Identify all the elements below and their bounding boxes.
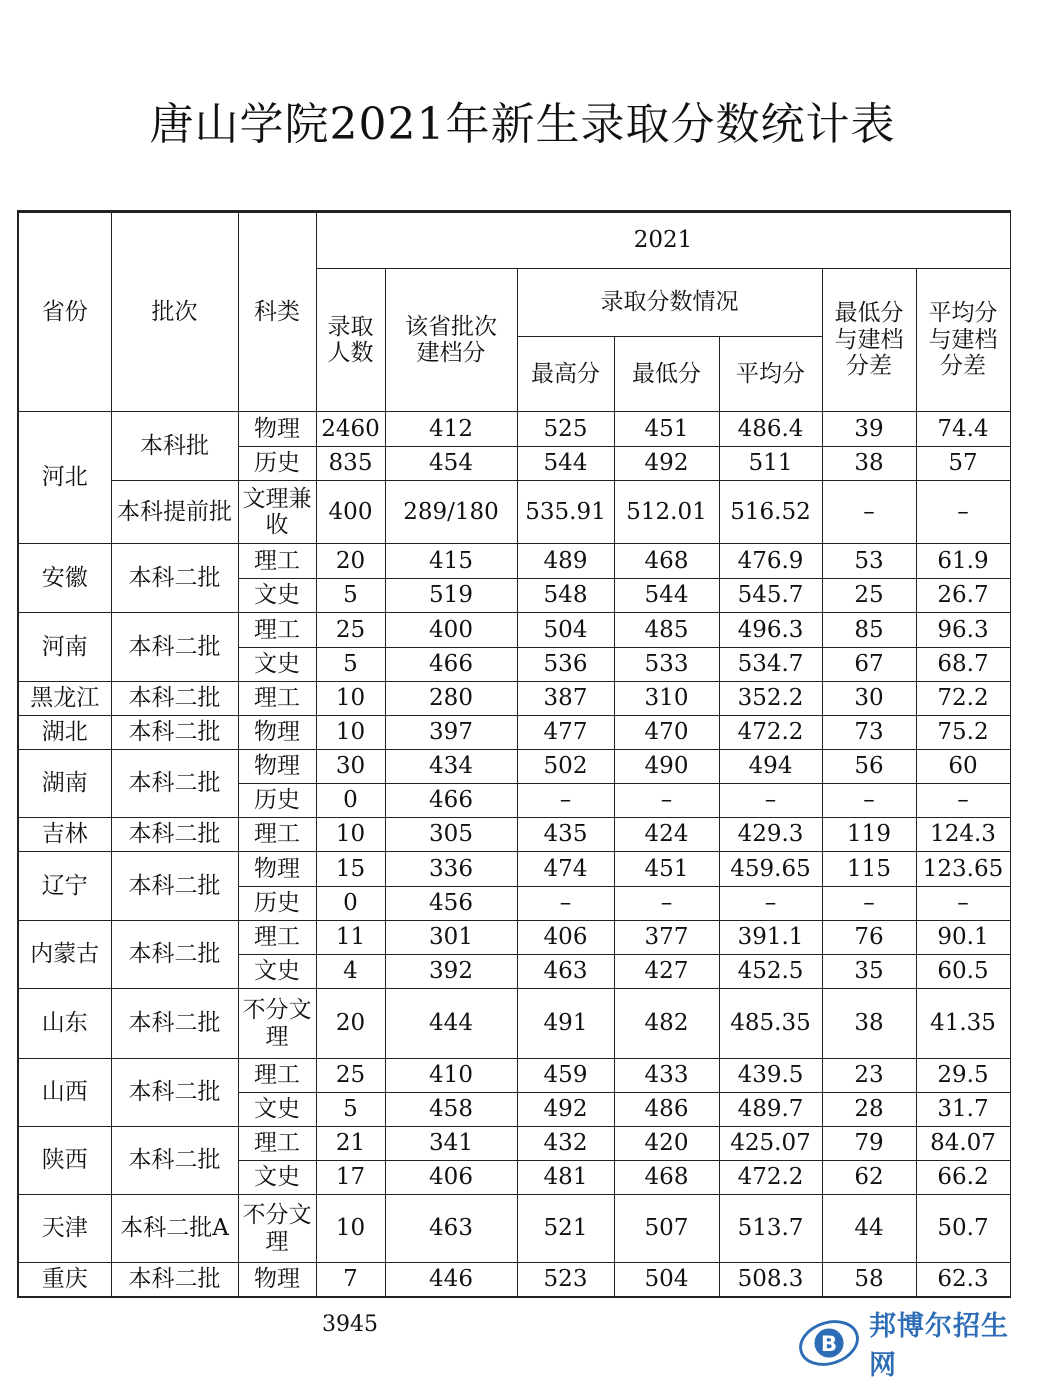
admitted-cell: 25 (316, 1059, 385, 1093)
watermark-letter: B (820, 1331, 838, 1357)
max-score-cell: 406 (517, 921, 614, 955)
category-cell: 物理 (238, 750, 316, 784)
max-score-cell: 504 (517, 613, 614, 648)
province-line-cell: 289/180 (385, 481, 517, 544)
category-cell: 文史 (238, 1093, 316, 1127)
min-score-cell: 490 (614, 750, 719, 784)
province-line-cell: 280 (385, 682, 517, 716)
max-score-cell: 525 (517, 412, 614, 447)
max-score-cell: – (517, 784, 614, 818)
table-row (18, 481, 1010, 544)
batch-cell: 本科二批 (111, 1059, 238, 1127)
admitted-cell: 5 (316, 579, 385, 613)
max-score-cell: 481 (517, 1161, 614, 1195)
batch-cell: 本科二批A (111, 1195, 238, 1263)
min-score-cell: 468 (614, 544, 719, 579)
admitted-cell: 10 (316, 682, 385, 716)
avg-diff-cell: 41.35 (916, 989, 1010, 1059)
min-score-cell: 512.01 (614, 481, 719, 544)
province-line-cell: 446 (385, 1263, 517, 1297)
table-row (18, 750, 1010, 784)
min-diff-cell: 76 (822, 921, 916, 955)
max-score-cell: 474 (517, 852, 614, 887)
min-diff-cell: 28 (822, 1093, 916, 1127)
batch-cell: 本科二批 (111, 852, 238, 921)
avg-score-cell: 516.52 (719, 481, 822, 544)
table-row (18, 1195, 1010, 1263)
admitted-cell: 25 (316, 613, 385, 648)
header-avg-diff: 平均分与建档分差 (916, 269, 1010, 412)
avg-diff-cell: 123.65 (916, 852, 1010, 887)
min-diff-cell: 119 (822, 818, 916, 852)
avg-score-cell: 508.3 (719, 1263, 822, 1297)
category-cell: 理工 (238, 1127, 316, 1161)
min-diff-cell: – (822, 481, 916, 544)
min-score-cell: 377 (614, 921, 719, 955)
avg-score-cell: 489.7 (719, 1093, 822, 1127)
province-line-cell: 415 (385, 544, 517, 579)
province-line-cell: 444 (385, 989, 517, 1059)
category-cell: 文史 (238, 579, 316, 613)
province-cell: 湖北 (18, 716, 111, 750)
avg-score-cell: 472.2 (719, 1161, 822, 1195)
max-score-cell: 435 (517, 818, 614, 852)
max-score-cell: 536 (517, 648, 614, 682)
max-score-cell: 535.91 (517, 481, 614, 544)
batch-cell: 本科二批 (111, 1127, 238, 1195)
province-line-cell: 301 (385, 921, 517, 955)
table-row (18, 1059, 1010, 1093)
avg-diff-cell: 66.2 (916, 1161, 1010, 1195)
admitted-cell: 15 (316, 852, 385, 887)
min-diff-cell: 35 (822, 955, 916, 989)
province-cell: 安徽 (18, 544, 111, 613)
avg-diff-cell: 57 (916, 447, 1010, 481)
max-score-cell: 548 (517, 579, 614, 613)
province-line-cell: 400 (385, 613, 517, 648)
header-province-line: 该省批次建档分 (385, 269, 517, 412)
province-cell: 吉林 (18, 818, 111, 852)
min-diff-cell: 23 (822, 1059, 916, 1093)
min-score-cell: 468 (614, 1161, 719, 1195)
min-diff-cell: 25 (822, 579, 916, 613)
admitted-cell: 0 (316, 887, 385, 921)
admitted-cell: 10 (316, 818, 385, 852)
min-score-cell: 433 (614, 1059, 719, 1093)
max-score-cell: 492 (517, 1093, 614, 1127)
min-score-cell: 533 (614, 648, 719, 682)
avg-score-cell: 494 (719, 750, 822, 784)
avg-score-cell: – (719, 887, 822, 921)
province-line-cell: 341 (385, 1127, 517, 1161)
province-cell: 黑龙江 (18, 682, 111, 716)
category-cell: 不分文理 (238, 989, 316, 1059)
admitted-cell: 7 (316, 1263, 385, 1297)
category-cell: 文理兼收 (238, 481, 316, 544)
province-cell: 内蒙古 (18, 921, 111, 989)
admitted-cell: 0 (316, 784, 385, 818)
category-cell: 物理 (238, 1263, 316, 1297)
avg-diff-cell: 75.2 (916, 716, 1010, 750)
avg-score-cell: 391.1 (719, 921, 822, 955)
table-row (18, 852, 1010, 887)
header-category: 科类 (238, 212, 316, 412)
min-score-cell: – (614, 784, 719, 818)
province-cell: 天津 (18, 1195, 111, 1263)
min-score-cell: 492 (614, 447, 719, 481)
watermark (797, 1311, 1032, 1381)
category-cell: 理工 (238, 1059, 316, 1093)
min-score-cell: 482 (614, 989, 719, 1059)
category-cell: 文史 (238, 648, 316, 682)
header-min-diff: 最低分与建档分差 (822, 269, 916, 412)
batch-cell: 本科二批 (111, 716, 238, 750)
avg-diff-cell: 68.7 (916, 648, 1010, 682)
header-score-group: 录取分数情况 (517, 269, 822, 337)
batch-cell: 本科二批 (111, 818, 238, 852)
admitted-cell: 400 (316, 481, 385, 544)
avg-score-cell: 513.7 (719, 1195, 822, 1263)
province-cell: 重庆 (18, 1263, 111, 1297)
admitted-cell: 4 (316, 955, 385, 989)
avg-diff-cell: 29.5 (916, 1059, 1010, 1093)
province-line-cell: 456 (385, 887, 517, 921)
category-cell: 物理 (238, 716, 316, 750)
admitted-cell: 5 (316, 1093, 385, 1127)
min-diff-cell: – (822, 887, 916, 921)
min-diff-cell: 115 (822, 852, 916, 887)
avg-score-cell: 496.3 (719, 613, 822, 648)
min-diff-cell: 38 (822, 989, 916, 1059)
admitted-cell: 21 (316, 1127, 385, 1161)
avg-score-cell: 486.4 (719, 412, 822, 447)
max-score-cell: 523 (517, 1263, 614, 1297)
min-score-cell: – (614, 887, 719, 921)
avg-diff-cell: 60 (916, 750, 1010, 784)
province-line-cell: 392 (385, 955, 517, 989)
admitted-cell: 30 (316, 750, 385, 784)
avg-diff-cell: 62.3 (916, 1263, 1010, 1297)
avg-diff-cell: 50.7 (916, 1195, 1010, 1263)
min-diff-cell: 58 (822, 1263, 916, 1297)
min-score-cell: 507 (614, 1195, 719, 1263)
min-diff-cell: 39 (822, 412, 916, 447)
table-row (18, 716, 1010, 750)
category-cell: 理工 (238, 921, 316, 955)
province-line-cell: 466 (385, 648, 517, 682)
avg-score-cell: 459.65 (719, 852, 822, 887)
min-score-cell: 486 (614, 1093, 719, 1127)
batch-cell: 本科批 (111, 412, 238, 481)
table-row (18, 1263, 1010, 1297)
batch-cell: 本科二批 (111, 544, 238, 613)
avg-score-cell: 545.7 (719, 579, 822, 613)
admitted-cell: 835 (316, 447, 385, 481)
table-row (18, 682, 1010, 716)
avg-score-cell: 352.2 (719, 682, 822, 716)
table-row (18, 818, 1010, 852)
province-cell: 湖南 (18, 750, 111, 818)
admitted-cell: 20 (316, 989, 385, 1059)
category-cell: 文史 (238, 955, 316, 989)
table-row (18, 544, 1010, 579)
avg-diff-cell: – (916, 481, 1010, 544)
admitted-cell: 5 (316, 648, 385, 682)
avg-diff-cell: 96.3 (916, 613, 1010, 648)
avg-score-cell: 485.35 (719, 989, 822, 1059)
header-admitted: 录取人数 (316, 269, 385, 412)
min-diff-cell: 53 (822, 544, 916, 579)
batch-cell: 本科二批 (111, 989, 238, 1059)
category-cell: 不分文理 (238, 1195, 316, 1263)
max-score-cell: 432 (517, 1127, 614, 1161)
province-line-cell: 336 (385, 852, 517, 887)
category-cell: 物理 (238, 412, 316, 447)
header-year: 2021 (316, 212, 1010, 269)
table-body (18, 412, 1010, 1297)
table-row (18, 1127, 1010, 1161)
min-score-cell: 544 (614, 579, 719, 613)
province-line-cell: 305 (385, 818, 517, 852)
avg-diff-cell: 74.4 (916, 412, 1010, 447)
batch-cell: 本科二批 (111, 1263, 238, 1297)
province-line-cell: 434 (385, 750, 517, 784)
admitted-cell: 17 (316, 1161, 385, 1195)
province-cell: 河南 (18, 613, 111, 682)
total-admitted: 3945 (322, 1312, 378, 1337)
admitted-cell: 11 (316, 921, 385, 955)
province-cell: 山西 (18, 1059, 111, 1127)
min-diff-cell: 56 (822, 750, 916, 784)
min-score-cell: 451 (614, 852, 719, 887)
header-avg: 平均分 (719, 337, 822, 412)
header-batch: 批次 (111, 212, 238, 412)
batch-cell: 本科二批 (111, 613, 238, 682)
province-line-cell: 397 (385, 716, 517, 750)
province-line-cell: 458 (385, 1093, 517, 1127)
province-line-cell: 466 (385, 784, 517, 818)
min-diff-cell: 38 (822, 447, 916, 481)
max-score-cell: 521 (517, 1195, 614, 1263)
admitted-cell: 10 (316, 716, 385, 750)
avg-score-cell: 476.9 (719, 544, 822, 579)
category-cell: 理工 (238, 613, 316, 648)
batch-cell: 本科提前批 (111, 481, 238, 544)
table-row (18, 412, 1010, 447)
avg-diff-cell: 61.9 (916, 544, 1010, 579)
header-province: 省份 (18, 212, 111, 412)
table-row (18, 921, 1010, 955)
avg-diff-cell: 72.2 (916, 682, 1010, 716)
avg-diff-cell: 60.5 (916, 955, 1010, 989)
min-score-cell: 310 (614, 682, 719, 716)
max-score-cell: 502 (517, 750, 614, 784)
avg-diff-cell: 31.7 (916, 1093, 1010, 1127)
header-min: 最低分 (614, 337, 719, 412)
avg-diff-cell: – (916, 887, 1010, 921)
table-header (18, 212, 1010, 412)
province-cell: 山东 (18, 989, 111, 1059)
category-cell: 理工 (238, 818, 316, 852)
max-score-cell: 387 (517, 682, 614, 716)
avg-score-cell: 534.7 (719, 648, 822, 682)
min-score-cell: 427 (614, 955, 719, 989)
province-cell: 河北 (18, 412, 111, 544)
province-line-cell: 454 (385, 447, 517, 481)
category-cell: 理工 (238, 682, 316, 716)
max-score-cell: 477 (517, 716, 614, 750)
province-line-cell: 410 (385, 1059, 517, 1093)
province-cell: 辽宁 (18, 852, 111, 921)
watermark-text: 邦博尔招生网 (869, 1311, 1010, 1381)
min-diff-cell: 30 (822, 682, 916, 716)
avg-score-cell: – (719, 784, 822, 818)
batch-cell: 本科二批 (111, 750, 238, 818)
table-row (18, 613, 1010, 648)
min-score-cell: 504 (614, 1263, 719, 1297)
avg-diff-cell: – (916, 784, 1010, 818)
avg-score-cell: 452.5 (719, 955, 822, 989)
category-cell: 历史 (238, 887, 316, 921)
province-cell: 陕西 (18, 1127, 111, 1195)
category-cell: 理工 (238, 544, 316, 579)
avg-score-cell: 511 (719, 447, 822, 481)
avg-diff-cell: 124.3 (916, 818, 1010, 852)
avg-diff-cell: 84.07 (916, 1127, 1010, 1161)
category-cell: 历史 (238, 784, 316, 818)
province-line-cell: 406 (385, 1161, 517, 1195)
batch-cell: 本科二批 (111, 682, 238, 716)
min-score-cell: 485 (614, 613, 719, 648)
max-score-cell: 489 (517, 544, 614, 579)
min-diff-cell: 85 (822, 613, 916, 648)
watermark-logo-icon (797, 1318, 861, 1368)
min-diff-cell: – (822, 784, 916, 818)
admitted-cell: 2460 (316, 412, 385, 447)
min-diff-cell: 44 (822, 1195, 916, 1263)
admitted-cell: 20 (316, 544, 385, 579)
min-score-cell: 420 (614, 1127, 719, 1161)
admission-score-table (17, 210, 1011, 1298)
admitted-cell: 10 (316, 1195, 385, 1263)
min-diff-cell: 67 (822, 648, 916, 682)
province-line-cell: 519 (385, 579, 517, 613)
avg-diff-cell: 26.7 (916, 579, 1010, 613)
batch-cell: 本科二批 (111, 921, 238, 989)
max-score-cell: 544 (517, 447, 614, 481)
avg-score-cell: 429.3 (719, 818, 822, 852)
table-row (18, 989, 1010, 1059)
max-score-cell: 491 (517, 989, 614, 1059)
header-max: 最高分 (517, 337, 614, 412)
avg-score-cell: 472.2 (719, 716, 822, 750)
max-score-cell: 463 (517, 955, 614, 989)
avg-score-cell: 425.07 (719, 1127, 822, 1161)
min-diff-cell: 62 (822, 1161, 916, 1195)
province-line-cell: 412 (385, 412, 517, 447)
min-score-cell: 424 (614, 818, 719, 852)
min-diff-cell: 79 (822, 1127, 916, 1161)
max-score-cell: 459 (517, 1059, 614, 1093)
page-title: 唐山学院2021年新生录取分数统计表 (149, 99, 896, 150)
min-diff-cell: 73 (822, 716, 916, 750)
min-score-cell: 470 (614, 716, 719, 750)
category-cell: 文史 (238, 1161, 316, 1195)
max-score-cell: – (517, 887, 614, 921)
avg-score-cell: 439.5 (719, 1059, 822, 1093)
category-cell: 物理 (238, 852, 316, 887)
avg-diff-cell: 90.1 (916, 921, 1010, 955)
min-score-cell: 451 (614, 412, 719, 447)
province-line-cell: 463 (385, 1195, 517, 1263)
category-cell: 历史 (238, 447, 316, 481)
